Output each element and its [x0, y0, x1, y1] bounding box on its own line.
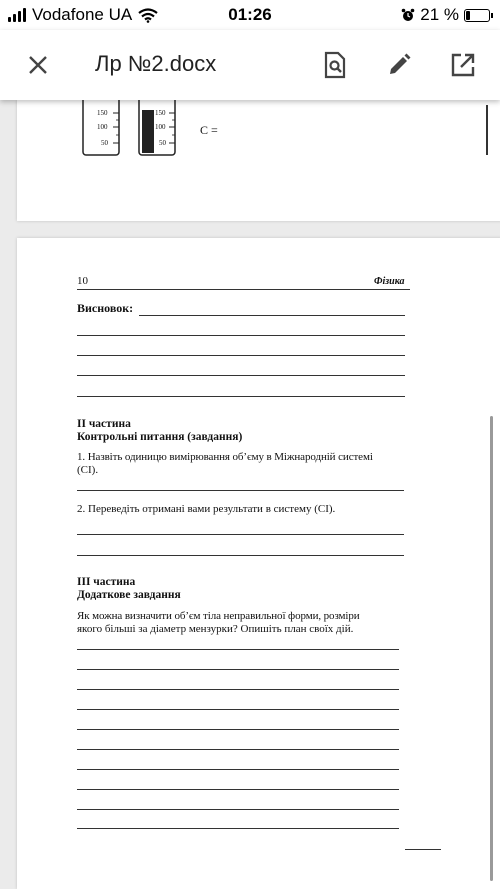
carrier-name: Vodafone UA: [32, 5, 133, 24]
answer-line: [77, 789, 399, 790]
cylinder-mark: 100: [155, 123, 166, 131]
battery-info: [401, 5, 490, 25]
page-number: 10: [77, 275, 88, 287]
question-1-cont: (СІ).: [77, 464, 99, 476]
document-page-1: [17, 100, 500, 221]
task-text: Як можна визначити об’єм тіла неправильної форми, розміри: [77, 610, 360, 622]
answer-line: [77, 669, 399, 670]
answer-line: [77, 396, 405, 397]
document-scrollbar[interactable]: [490, 416, 493, 881]
answer-line: [77, 355, 405, 356]
battery-icon: [464, 9, 490, 22]
document-toolbar: [0, 30, 500, 100]
answer-line: [77, 828, 399, 829]
edit-button[interactable]: [382, 48, 416, 82]
battery-level: [466, 11, 470, 20]
part2-subtitle: Контрольні питання (завдання): [77, 431, 243, 443]
page-footer-mark: [405, 849, 441, 850]
answer-line: [77, 809, 399, 810]
search-document-icon: [318, 48, 352, 82]
part2-title: II частина: [77, 418, 131, 430]
answer-line: [77, 375, 405, 376]
answer-line: [77, 709, 399, 710]
header-rule: [77, 289, 410, 290]
answer-line: [77, 555, 404, 556]
answer-line: [77, 490, 404, 491]
subject-header: Фізика: [374, 276, 405, 287]
page-edge-mark: [486, 105, 488, 155]
answer-line: [77, 335, 405, 336]
document-title: Лр №2.docx: [95, 51, 217, 76]
task-text-cont: якого більші за діаметр мензурки? Опишіть план своїх дій.: [77, 623, 354, 635]
conclusion-label: Висновок:: [77, 301, 134, 315]
status-bar: [0, 0, 500, 30]
answer-line: [77, 649, 399, 650]
edit-pencil-icon: [382, 48, 416, 82]
question-2: 2. Переведіть отримані вами результати в систему (СІ).: [77, 503, 336, 515]
cylinder-mark: 100: [97, 123, 108, 131]
document-page-2: [17, 238, 500, 889]
close-button[interactable]: [21, 48, 55, 82]
part3-subtitle: Додаткове завдання: [77, 589, 181, 601]
part3-title: III частина: [77, 576, 136, 588]
close-icon: [21, 48, 55, 82]
cylinder-mark: 50: [101, 139, 108, 147]
alarm-icon: [401, 8, 415, 22]
cylinder-mark: 150: [155, 109, 166, 117]
answer-line: [139, 315, 405, 316]
formula: C =: [200, 123, 218, 137]
battery-percent: 21 %: [420, 5, 459, 24]
find-in-document-button[interactable]: [318, 48, 352, 82]
answer-line: [77, 729, 399, 730]
answer-line: [77, 769, 399, 770]
question-1: 1. Назвіть одиницю вимірювання об’єму в Міжнародній системі: [77, 451, 373, 463]
clock: 01:26: [228, 5, 272, 24]
answer-line: [77, 534, 404, 535]
open-external-icon: [446, 48, 480, 82]
answer-line: [77, 749, 399, 750]
cylinder-mark: 150: [97, 109, 108, 117]
cylinder-mark: 50: [159, 139, 166, 147]
open-with-button[interactable]: [446, 48, 480, 82]
answer-line: [77, 689, 399, 690]
